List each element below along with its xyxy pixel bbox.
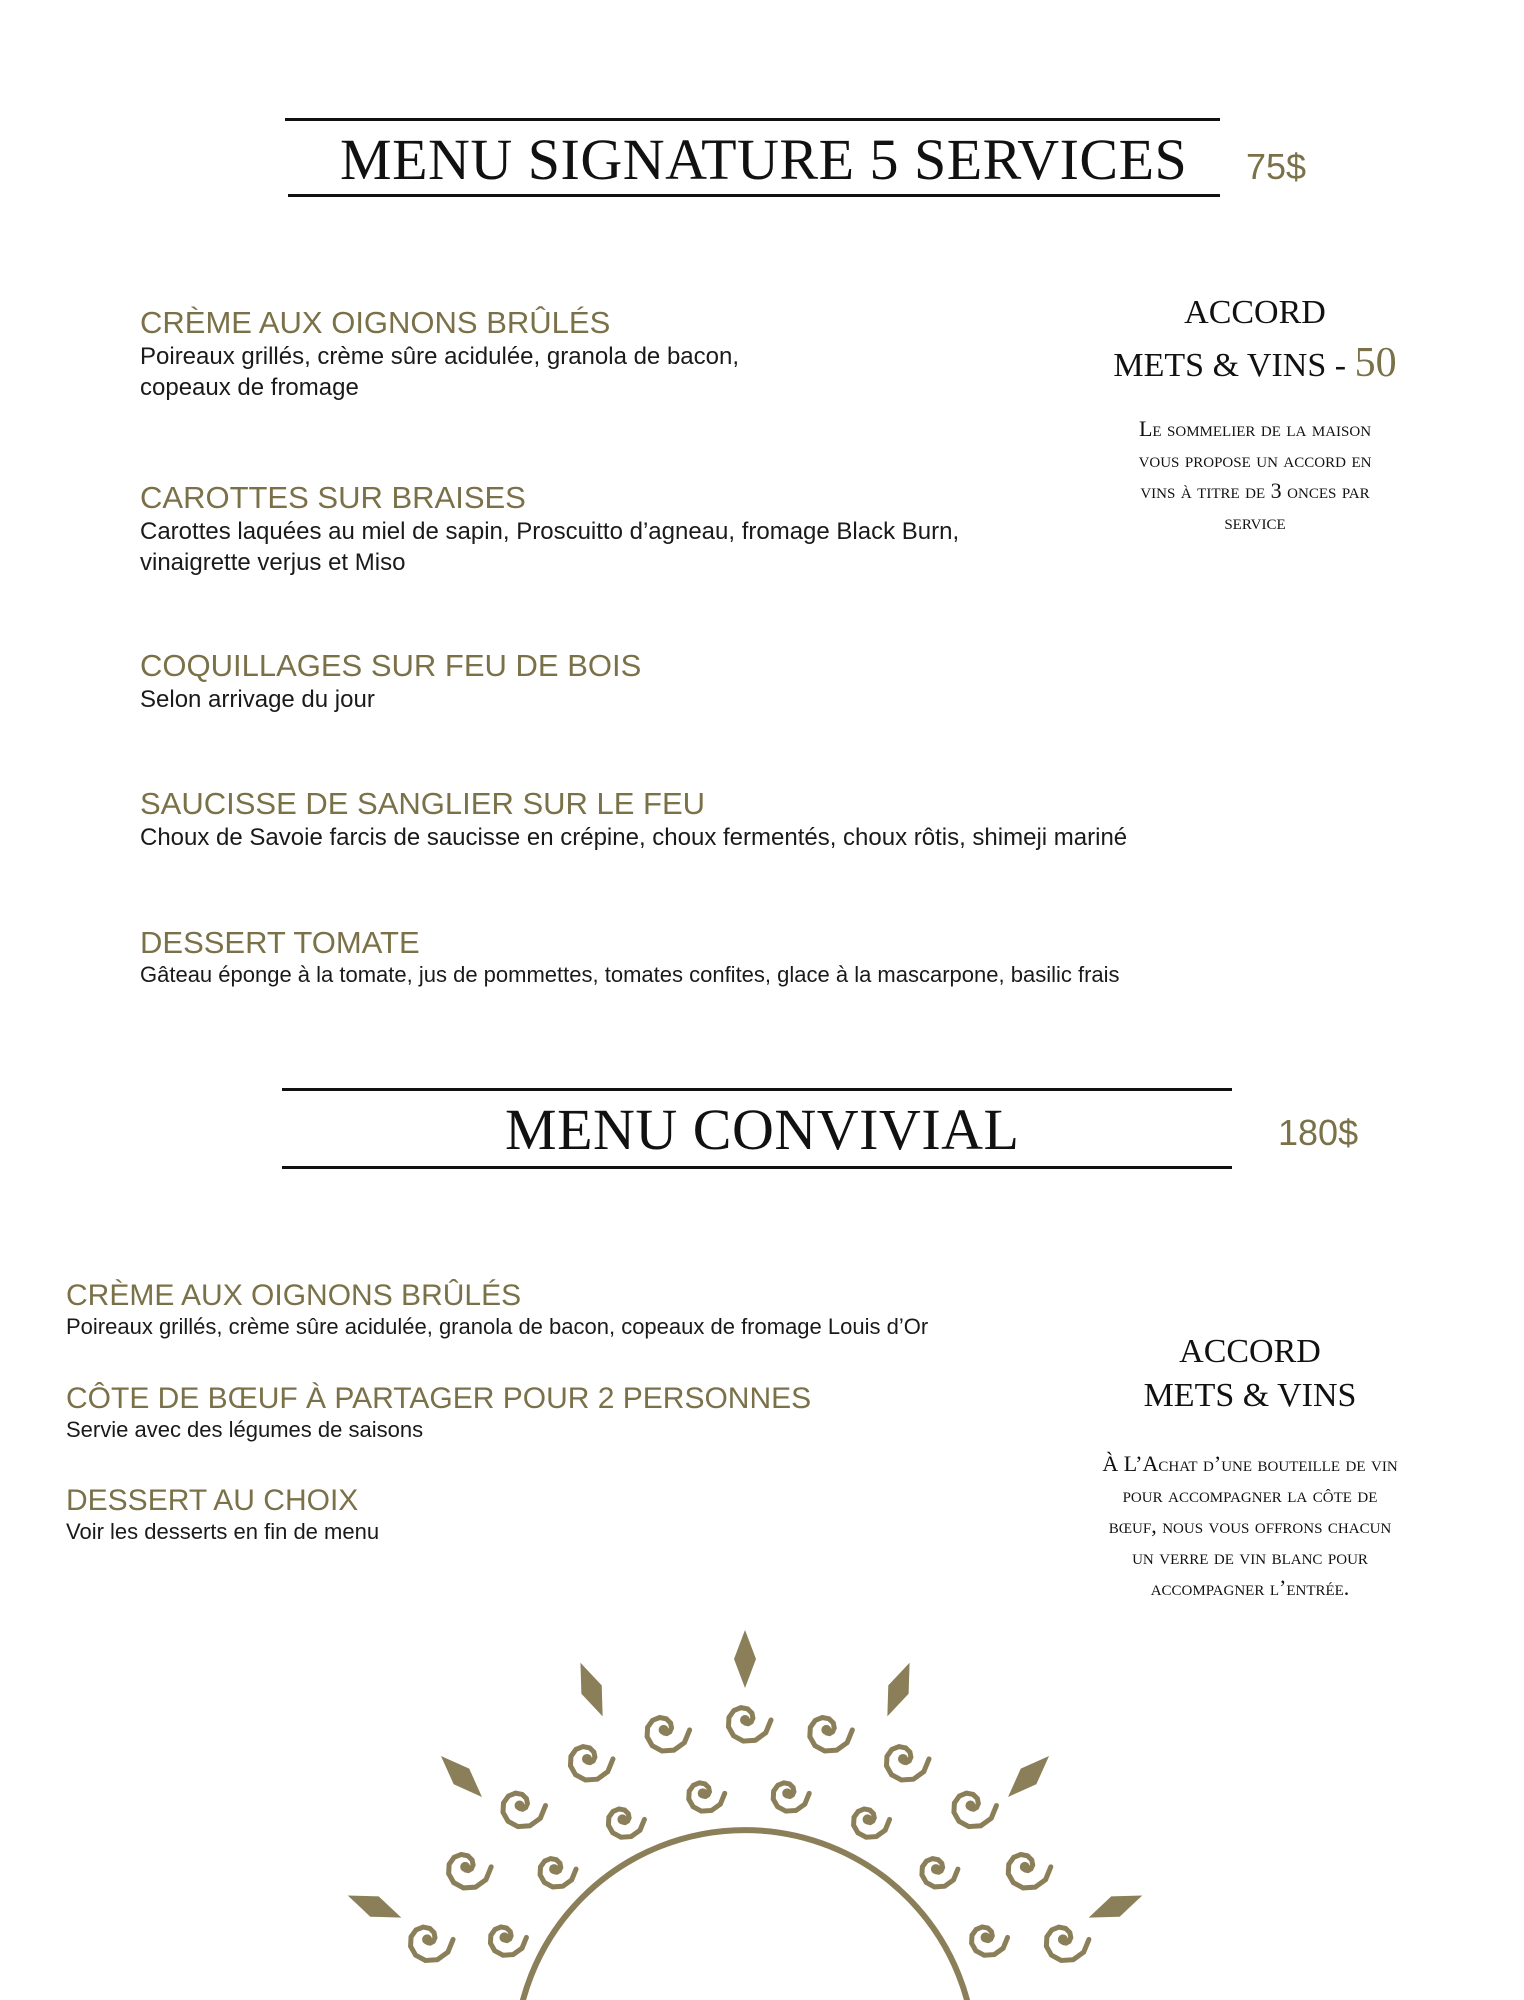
- signature-dish-4: [140, 786, 1127, 853]
- dish-description-line: Voir les desserts en fin de menu: [66, 1519, 380, 1544]
- dish-name: SAUCISSE DE SANGLIER SUR LE FEU: [140, 786, 706, 821]
- dish-description-line: Choux de Savoie farcis de saucisse en crépine, choux fermentés, choux rôtis, shimeji mariné: [140, 824, 1128, 851]
- dish-name: CRÈME AUX OIGNONS BRÛLÉS: [140, 305, 611, 340]
- ornament-arch-icon: [0, 1590, 1524, 2000]
- signature-title-rule-bottom: [288, 194, 1220, 197]
- dish-name: DESSERT AU CHOIX: [66, 1484, 359, 1517]
- dish-name: DESSERT TOMATE: [140, 925, 420, 960]
- convivial-dish-2: [66, 1382, 811, 1444]
- signature-price: 75$: [1246, 146, 1307, 187]
- dish-description-line: copeaux de fromage: [140, 374, 359, 401]
- signature-dish-5: [140, 925, 1120, 989]
- signature-dish-2: [140, 480, 959, 578]
- accord-subheading: METS & VINS - 50: [1113, 340, 1397, 386]
- signature-dish-1: [140, 305, 739, 403]
- accord-note: Le sommelier de la maison vous propose un accord en vins à titre de 3 onces par service: [1138, 416, 1372, 534]
- signature-title-rule-top: [285, 118, 1220, 121]
- dish-name: COQUILLAGES SUR FEU DE BOIS: [140, 648, 642, 683]
- signature-dish-3: [140, 648, 641, 715]
- convivial-title-rule-bottom: [282, 1166, 1232, 1169]
- accord-note: À L’Achat d’une bouteille de vin pour accompagner la côte de bœuf, nous vous offrons chacun un verre de vin blanc pour accompagner l’entrée.: [1102, 1451, 1398, 1600]
- dish-description-line: Gâteau éponge à la tomate, jus de pommettes, tomates confites, glace à la mascarpone, basilic frais: [140, 962, 1120, 987]
- dish-description-line: Poireaux grillés, crème sûre acidulée, granola de bacon, copeaux de fromage Louis d’Or: [66, 1314, 929, 1339]
- accord-heading: ACCORD: [1179, 1333, 1321, 1370]
- signature-menu-title: MENU SIGNATURE 5 SERVICES: [340, 127, 1188, 192]
- convivial-dish-3: [66, 1484, 379, 1546]
- accord-subheading: METS & VINS: [1143, 1377, 1357, 1414]
- signature-wine-pairing: [1060, 288, 1450, 537]
- convivial-title-rule-top: [282, 1088, 1232, 1091]
- dish-description-line: Carottes laquées au miel de sapin, Proscuitto d’agneau, fromage Black Burn,: [140, 518, 960, 545]
- convivial-wine-pairing: [1040, 1330, 1460, 1603]
- dish-name: CÔTE DE BŒUF À PARTAGER POUR 2 PERSONNES: [66, 1382, 812, 1415]
- convivial-dish-1: [66, 1279, 928, 1341]
- dish-description-line: Selon arrivage du jour: [140, 686, 375, 713]
- dish-name: CRÈME AUX OIGNONS BRÛLÉS: [66, 1279, 522, 1312]
- accord-price: 50: [1354, 340, 1397, 386]
- accord-heading: ACCORD: [1184, 294, 1326, 331]
- dish-description-line: vinaigrette verjus et Miso: [140, 549, 406, 576]
- dish-description-line: Servie avec des légumes de saisons: [66, 1417, 424, 1442]
- dish-description-line: Poireaux grillés, crème sûre acidulée, granola de bacon,: [140, 343, 740, 370]
- convivial-menu-title: MENU CONVIVIAL: [505, 1097, 1020, 1162]
- dish-name: CAROTTES SUR BRAISES: [140, 480, 526, 515]
- convivial-price: 180$: [1278, 1112, 1359, 1153]
